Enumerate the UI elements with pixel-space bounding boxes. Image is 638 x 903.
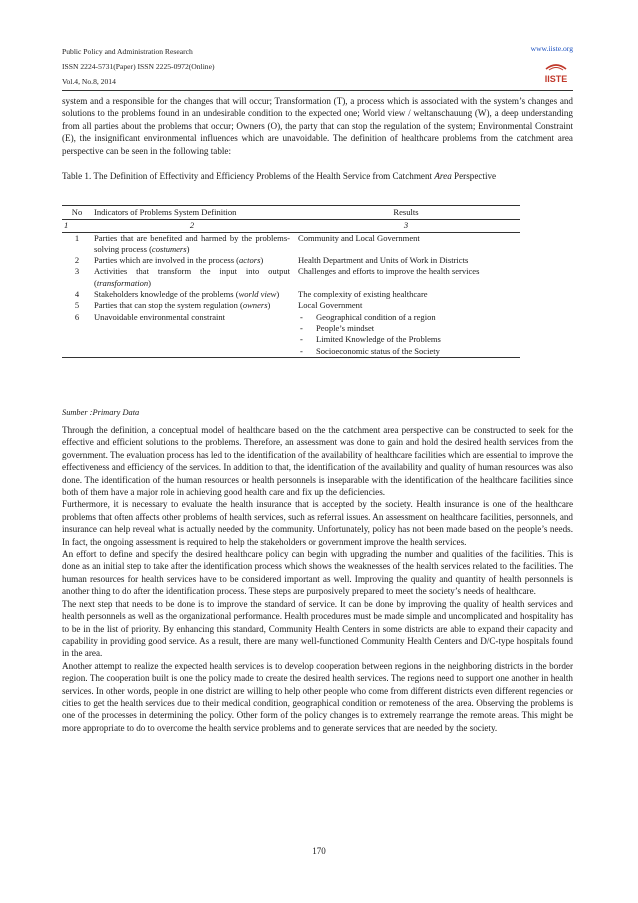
paragraph: Furthermore, it is necessary to evaluate the health insurance that is accepted by the society. Health insurance is one of the healthcare problems that often affects other problems of health services, such as referral issues. An assessment on healthcare facilities, personnels, and insurance can help reveal what is actually needed by the community. Unfortunately, policy has not been made based on the people’s needs. In fact, the ongoing assessment is required to help the stakeholders or government improve the health services. — [62, 499, 573, 547]
index-1: 1 — [62, 220, 92, 232]
paragraph: Through the definition, a conceptual model of healthcare based on the the catchment area perspective can be constructed to seek for the effective and efficient solutions to the problems. Therefore, an assessment was done to gain and hold the desired health services from the government. The evaluation process has led to the identification of the availability of healthcare facilities which are essential to improve the effectiveness and efficiency of the services. In addition to that, the identification of the availability and quality of human resources was also done. The identification of the human resources or health personnels is inseparable with the identification of the healthcare facilities since both of them have a major role in achieving good health care and fix up the deficiencies. — [62, 425, 573, 498]
intro-paragraph-text: system and a responsible for the changes that will occur; Transformation (T), a process which is associated with the system’s changes and solutions to the problems found in an undesirable condition to the expected one; World view / weltanschauung (W), a deep understanding from all parties about the problems that occur; Owners (O), the party that can stop the regulation of the system; Environmental Constraint (E), the insignificant environmental influences which are unavoidable. The definition of healthcare problems from the catchment area perspective can be seen in the following table: — [62, 96, 573, 156]
row-indicator: Activities that transform the input into output (transformation) — [94, 266, 290, 288]
list-item: - Geographical condition of a region — [300, 311, 436, 322]
table-caption-end: Perspective — [451, 171, 497, 181]
header-rule — [62, 90, 573, 91]
table-index-row — [62, 220, 520, 232]
journal-volume: Vol.4, No.8, 2014 — [62, 77, 116, 86]
header-results: Results — [292, 206, 520, 220]
definition-table — [62, 205, 520, 358]
journal-issn: ISSN 2224-5731(Paper) ISSN 2225-0972(Online) — [62, 62, 215, 71]
journal-title: Public Policy and Administration Research — [62, 47, 193, 56]
row-result-list — [292, 312, 520, 358]
table-caption — [62, 170, 573, 182]
row-result: Local Government — [298, 300, 363, 311]
logo-text: IISTE — [544, 74, 568, 84]
paragraph: The next step that needs to be done is to improve the standard of service. It can be done by improving the quality of health services and health personnels as well as the organizational performance. Health procedures must be made simple and uncomplicated and hospitality has to be in the list of priority. By enhancing this standard, Community Health Centers in some districts are able to expand their capacity and capability in providing good service. As a result, there are many well-functioned Community Health Centers and D/C-type hospitals found in the area. — [62, 598, 573, 659]
table-header-row — [62, 206, 520, 220]
table-source: Sumber :Primary Data — [62, 408, 140, 417]
paragraph: Another attempt to realize the expected health services is to develop cooperation between regions in the neighboring districts in the border region. The cooperation built is one the policy made to create the desired health services. The regions need to support one another in health services. In other words, people in one district are willing to help other people who come from different districts even different regencies or cities to get the health services due to their medical condition, geographical condition or remoteness of the area. Observing the problems is one of the processes in determining the policy. Other form of the policy changes is to extremely rearrange the remote areas. This might be more appropriate to do to overcome the health service problems and to generate services that are needed by the society. — [62, 660, 573, 733]
header-no: No — [62, 206, 92, 220]
row-result: Community and Local Government — [298, 232, 420, 243]
row-no: 2 — [74, 255, 80, 266]
intro-paragraph — [62, 95, 573, 157]
row-no: 5 — [74, 300, 80, 311]
row-indicator: Parties which are involved in the process (actors) — [94, 255, 264, 266]
journal-url-link[interactable]: www.iiste.org — [530, 44, 573, 53]
row-indicator: Stakeholders knowledge of the problems (world view) — [94, 289, 280, 300]
row-no: 1 — [74, 232, 80, 243]
row-no: 4 — [74, 289, 80, 300]
journal-header — [62, 44, 215, 89]
header-indicators: Indicators of Problems System Definition — [92, 206, 292, 220]
row-indicator: Parties that are benefited and harmed by the problems-solving process (costumers) — [94, 232, 290, 254]
table-row — [62, 266, 520, 289]
row-result: Challenges and efforts to improve the health services — [298, 266, 480, 277]
table-caption-italic: Area — [434, 171, 452, 181]
table-row — [62, 232, 520, 255]
row-result: The complexity of existing healthcare — [298, 289, 428, 300]
paragraph: An effort to define and specify the desired healthcare policy can begin with upgrading the number and qualities of the facilities. This is done as an initial step to take after the identification process which shows the weaknesses of the health services related to the facilities. The human resources for health services have to be considered important as well. Improving the quality and quantity of health personnels is another thing to do after the identification process. These steps are purposively prepared to meet the society’s needs of healthcare. — [62, 549, 573, 597]
list-item: - People’s mindset — [300, 322, 375, 333]
table-row — [62, 255, 520, 266]
table-row — [62, 300, 520, 311]
list-item: - Socioeconomic status of the Society — [300, 345, 440, 356]
index-2: 2 — [92, 220, 292, 232]
page-number: 170 — [312, 846, 326, 856]
row-indicator: Unavoidable environmental constraint — [92, 312, 292, 358]
row-result: Health Department and Units of Work in Districts — [298, 255, 469, 266]
row-no: 6 — [62, 312, 92, 358]
list-item: - Limited Knowledge of the Problems — [300, 334, 441, 345]
table-row — [62, 289, 520, 300]
row-no: 3 — [74, 266, 80, 277]
iiste-logo — [542, 61, 570, 85]
table-row — [62, 312, 520, 358]
index-3: 3 — [292, 220, 520, 232]
row-indicator: Parties that can stop the system regulation (owners) — [94, 300, 271, 311]
table-caption-text: Table 1. The Definition of Effectivity and Efficiency Problems of the Health Service from Catchment — [62, 171, 435, 181]
main-body — [62, 424, 573, 734]
